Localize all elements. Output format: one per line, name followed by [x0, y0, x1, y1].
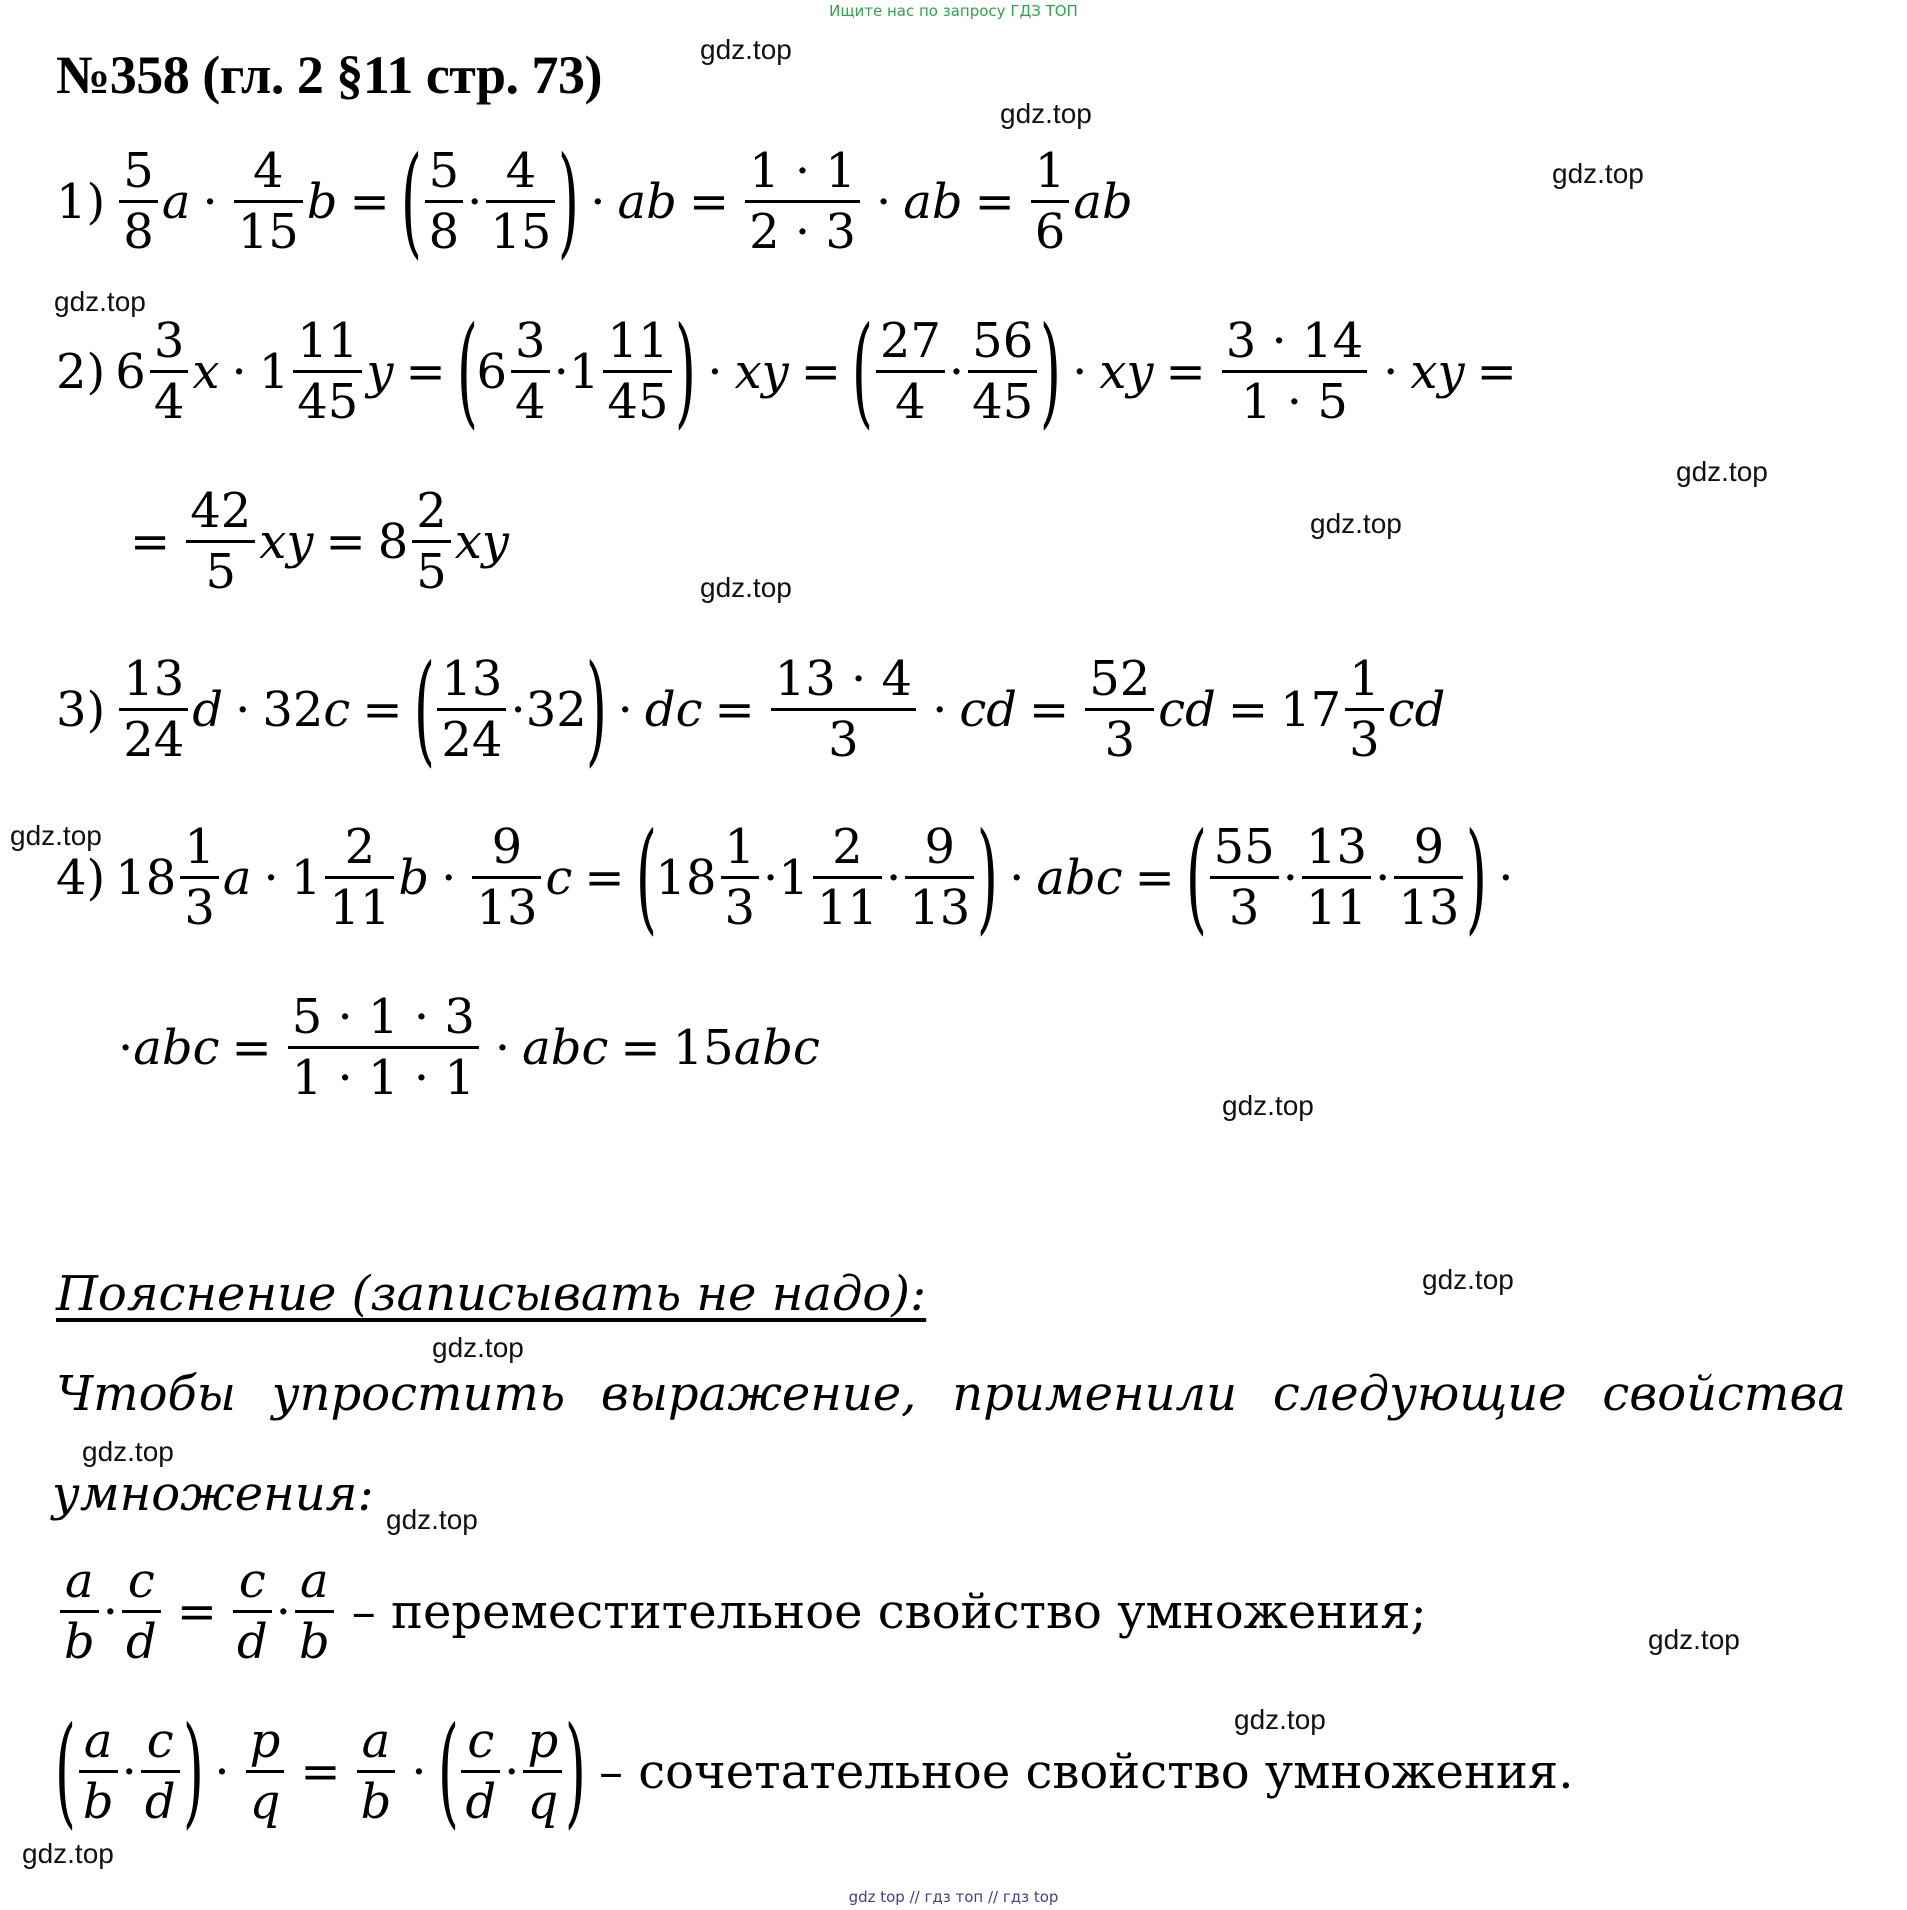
- watermark: gdz.top: [1234, 1704, 1326, 1735]
- watermark: gdz.top: [1422, 1264, 1514, 1295]
- footer-links[interactable]: gdz top // гдз топ // гдз top: [848, 1888, 1059, 1906]
- watermark: gdz.top: [700, 34, 792, 65]
- explanation-text: Чтобы упростить выражение, применили следующие свойства: [56, 1366, 1846, 1422]
- watermark: gdz.top: [22, 1838, 114, 1869]
- watermark: gdz.top: [1310, 508, 1402, 539]
- problem-title: №358 (гл. 2 §11 стр. 73): [56, 45, 603, 105]
- top-banner: Ищите нас по запросу ГДЗ ТОП: [829, 2, 1078, 20]
- watermark: gdz.top: [1648, 1624, 1740, 1655]
- solution-3: 3) $\frac{13}{24}$ d · 32 c = ( $\frac{13}{24}$ · 32 ) · dc = $\frac{13 \cdot 4}{3}$ · cd = $\frac{52}{3}$ cd = 17 $\frac{1}{3}$ cd: [56, 639, 1446, 779]
- watermark: gdz.top: [700, 572, 792, 603]
- watermark: gdz.top: [54, 286, 146, 317]
- watermark: gdz.top: [82, 1436, 174, 1467]
- explanation-heading: Пояснение (записывать не надо):: [56, 1266, 927, 1322]
- watermark: gdz.top: [1552, 158, 1644, 189]
- commutative-text: – переместительное свойство умножения;: [351, 1583, 1427, 1640]
- explanation-text-2: умножения:: [52, 1466, 374, 1522]
- solution-4-cont: · abc = $\frac{5 \cdot 1 \cdot 3}{1 \cdot 1 \cdot 1}$ · abc = 15 abc: [118, 989, 820, 1107]
- solution-4: 4) 18 $\frac{1}{3}$ a · 1 $\frac{2}{11}$ b · $\frac{9}{13}$ c = ( 18 $\frac{1}{3}$ · 1 $\frac{2}{11}$ · $\frac{9}{13}$ ) · abc = ( $\frac{55}{3}$ · $\frac{13}{11}$ · $\frac{9}{13}$ ) ·: [56, 807, 1514, 947]
- watermark: gdz.top: [386, 1504, 478, 1535]
- watermark: gdz.top: [10, 820, 102, 851]
- associative-property: ( $\frac{a}{b}$ · $\frac{c}{d}$ ) · $\frac{p}{q}$ = $\frac{a}{b}$ · ( $\frac{c}{d}$ · $\frac{p}{q}$ ) – сочетательное свойство умножения.: [54, 1701, 1574, 1841]
- solution-2-cont: = $\frac{42}{5}$ xy = 8 $\frac{2}{5}$ xy: [130, 483, 509, 601]
- watermark: gdz.top: [1222, 1090, 1314, 1121]
- watermark: gdz.top: [432, 1332, 524, 1363]
- associative-text: – сочетательное свойство умножения.: [599, 1743, 1574, 1800]
- solution-2: 2) 6 $\frac{3}{4}$ x · 1 $\frac{11}{45}$ y = ( 6 $\frac{3}{4}$ · 1 $\frac{11}{45}$ ) · xy = ( $\frac{27}{4}$ · $\frac{56}{45}$ ) · xy = $\frac{3 \cdot 14}{1 \cdot 5}$ · xy =: [56, 301, 1517, 441]
- commutative-property: $\frac{a}{b}$ · $\frac{c}{d}$ = $\frac{c}{d}$ · $\frac{a}{b}$ – переместительное свойство умножения;: [56, 1556, 1427, 1668]
- watermark: gdz.top: [1676, 456, 1768, 487]
- watermark: gdz.top: [1000, 98, 1092, 129]
- solution-1: 1) $\frac{5}{8}$ a · $\frac{4}{15}$ b = ( $\frac{5}{8}$ · $\frac{4}{15}$ ) · ab = $\frac{1 \cdot 1}{2 \cdot 3}$ · ab = $\frac{1}{6}$ ab: [56, 131, 1133, 271]
